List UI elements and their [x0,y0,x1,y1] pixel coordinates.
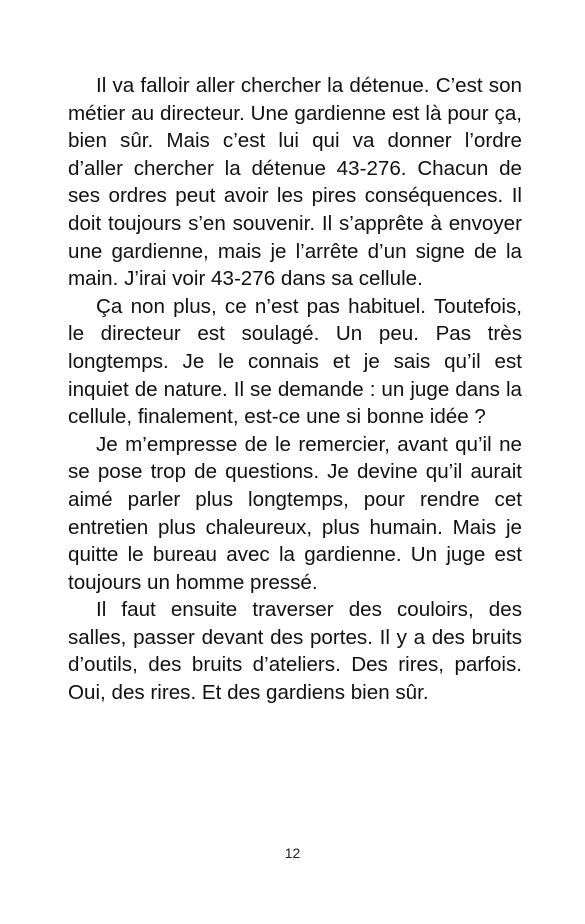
paragraph-2: Ça non plus, ce n’est pas habituel. Toutefois, le directeur est soulagé. Un peu. Pas très longtemps. Je le connais et je sais qu’il est inquiet de nature. Il se demande : un juge dans la cellule, finalement, est-ce une si bonne idée ? [68,294,522,429]
body-text [68,72,522,707]
page-number: 12 [284,845,301,861]
paragraph-4: Il faut ensuite traverser des couloirs, des salles, passer devant des portes. Il y a des bruits d’outils, des bruits d’ateliers. Des rires, parfois. Oui, des rires. Et des gardiens bien sûr. [68,598,522,705]
paragraph-3: Je m’empresse de le remercier, avant qu’il ne se pose trop de questions. Je devine qu’il aurait aimé parler plus longtemps, pour rendre cet entretien plus chaleureux, plus humain. Mais je quitte le bureau avec la gardienne. Un juge est toujours un homme pressé. [68,432,522,594]
paragraph-1: Il va falloir aller chercher la détenue. C’est son métier au directeur. Une gardienne est là pour ça, bien sûr. Mais c’est lui qui va donner l’ordre d’aller chercher la détenue 43-276. Chacun de ses ordres peut avoir les pires conséquences. Il doit toujours s’en souvenir. Il s’apprête à envoyer une gardienne, mais je l’arrête d’un signe de la main. J’irai voir 43-276 dans sa cellule. [68,74,522,291]
